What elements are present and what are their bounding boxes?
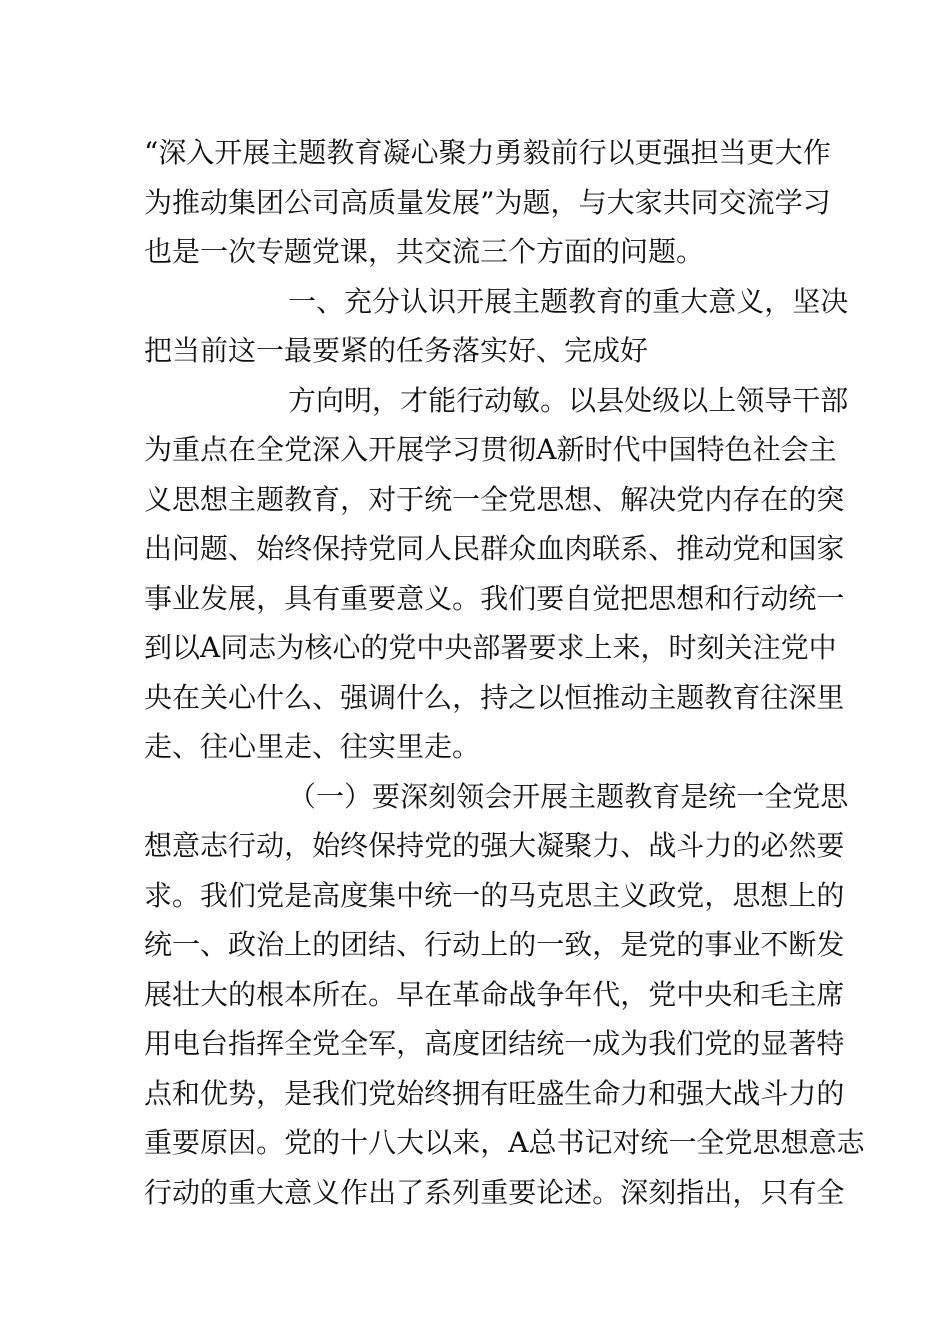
text-line: 点 和 优 势 ， 是 我 们 党 始 终 拥 有 旺 盛 生 命 力 和 强 大 战 斗 力 的	[144, 1076, 845, 1110]
text-line: 为 重 点 在 全 党 深 入 开 展 学 习 贯 彻 A 新 时 代 中 国 特 色 社 会 主	[144, 433, 837, 466]
text-line: 把当前这一最要紧的任务落实好、完成好	[144, 334, 649, 367]
text-line: “ 深 入 开 展 主 题 教 育 凝 心 聚 力 勇 毅 前 行 以 更 强 担 当 更 大 作	[144, 136, 831, 169]
text-line: 央 在 关 心 什 么 、 强 调 什 么 ， 持 之 以 恒 推 动 主 题 教 育 往 深 里	[144, 680, 845, 714]
text-line: 出 问 题 、 始 终 保 持 党 同 人 民 群 众 血 肉 联 系 、 推 动 党 和 国 家	[144, 532, 845, 565]
text-line: 重 要 原 因 。 党 的 十 八 大 以 来 ， A 总 书 记 对 统 一 全 党 思 想 意 志	[144, 1126, 865, 1159]
text-line: 到 以 A 同 志 为 核 心 的 党 中 央 部 署 要 求 上 来 ， 时 刻 关 注 党 中	[144, 631, 837, 664]
text-line: 方 向 明 ， 才 能 行 动 敏 。 以 县 处 级 以 上 领 导 干 部	[288, 383, 849, 417]
text-line: 想 意 志 行 动 ， 始 终 保 持 党 的 强 大 凝 聚 力 、 战 斗 力 的 必 然 要	[144, 829, 845, 862]
text-line: 展 壮 大 的 根 本 所 在 。 早 在 革 命 战 争 年 代 ， 党 中 央 和 毛 主 席	[144, 977, 845, 1011]
text-line: 行 动 的 重 大 意 义 作 出 了 系 列 重 要 论 述 。 深 刻 指 出 ， 只 有 全	[144, 1175, 845, 1209]
text-line: 义 思 想 主 题 教 育 ， 对 于 统 一 全 党 思 想 、 解 决 党 内 存 在 的 突	[144, 482, 845, 516]
text-line: 事 业 发 展 ， 具 有 重 要 意 义 。 我 们 要 自 觉 把 思 想 和 行 动 统 一	[144, 581, 845, 615]
document-body	[144, 128, 865, 1217]
text-line: 用 电 台 指 挥 全 党 全 军 ， 高 度 团 结 统 一 成 为 我 们 党 的 显 著 特	[144, 1027, 845, 1060]
text-line: 也是一次专题党课，共交流三个方面的问题。	[144, 235, 705, 268]
text-line: （ 一 ） 要 深 刻 领 会 开 展 主 题 教 育 是 统 一 全 党 思	[288, 779, 849, 813]
text-line: 走、往心里走、往实里走。	[144, 730, 481, 763]
text-line: 求 。 我 们 党 是 高 度 集 中 统 一 的 马 克 思 主 义 政 党 ， 思 想 上 的	[144, 878, 845, 912]
text-line: 一 、 充 分 认 识 开 展 主 题 教 育 的 重 大 意 义 ， 坚 决	[288, 284, 849, 318]
text-line: 为 推 动 集 团 公 司 高 质 量 发 展 ” 为 题 ， 与 大 家 共 同 交 流 学 习	[144, 185, 831, 219]
text-line: 统 一 、 政 治 上 的 团 结 、 行 动 上 的 一 致 ， 是 党 的 事 业 不 断 发	[144, 928, 845, 961]
